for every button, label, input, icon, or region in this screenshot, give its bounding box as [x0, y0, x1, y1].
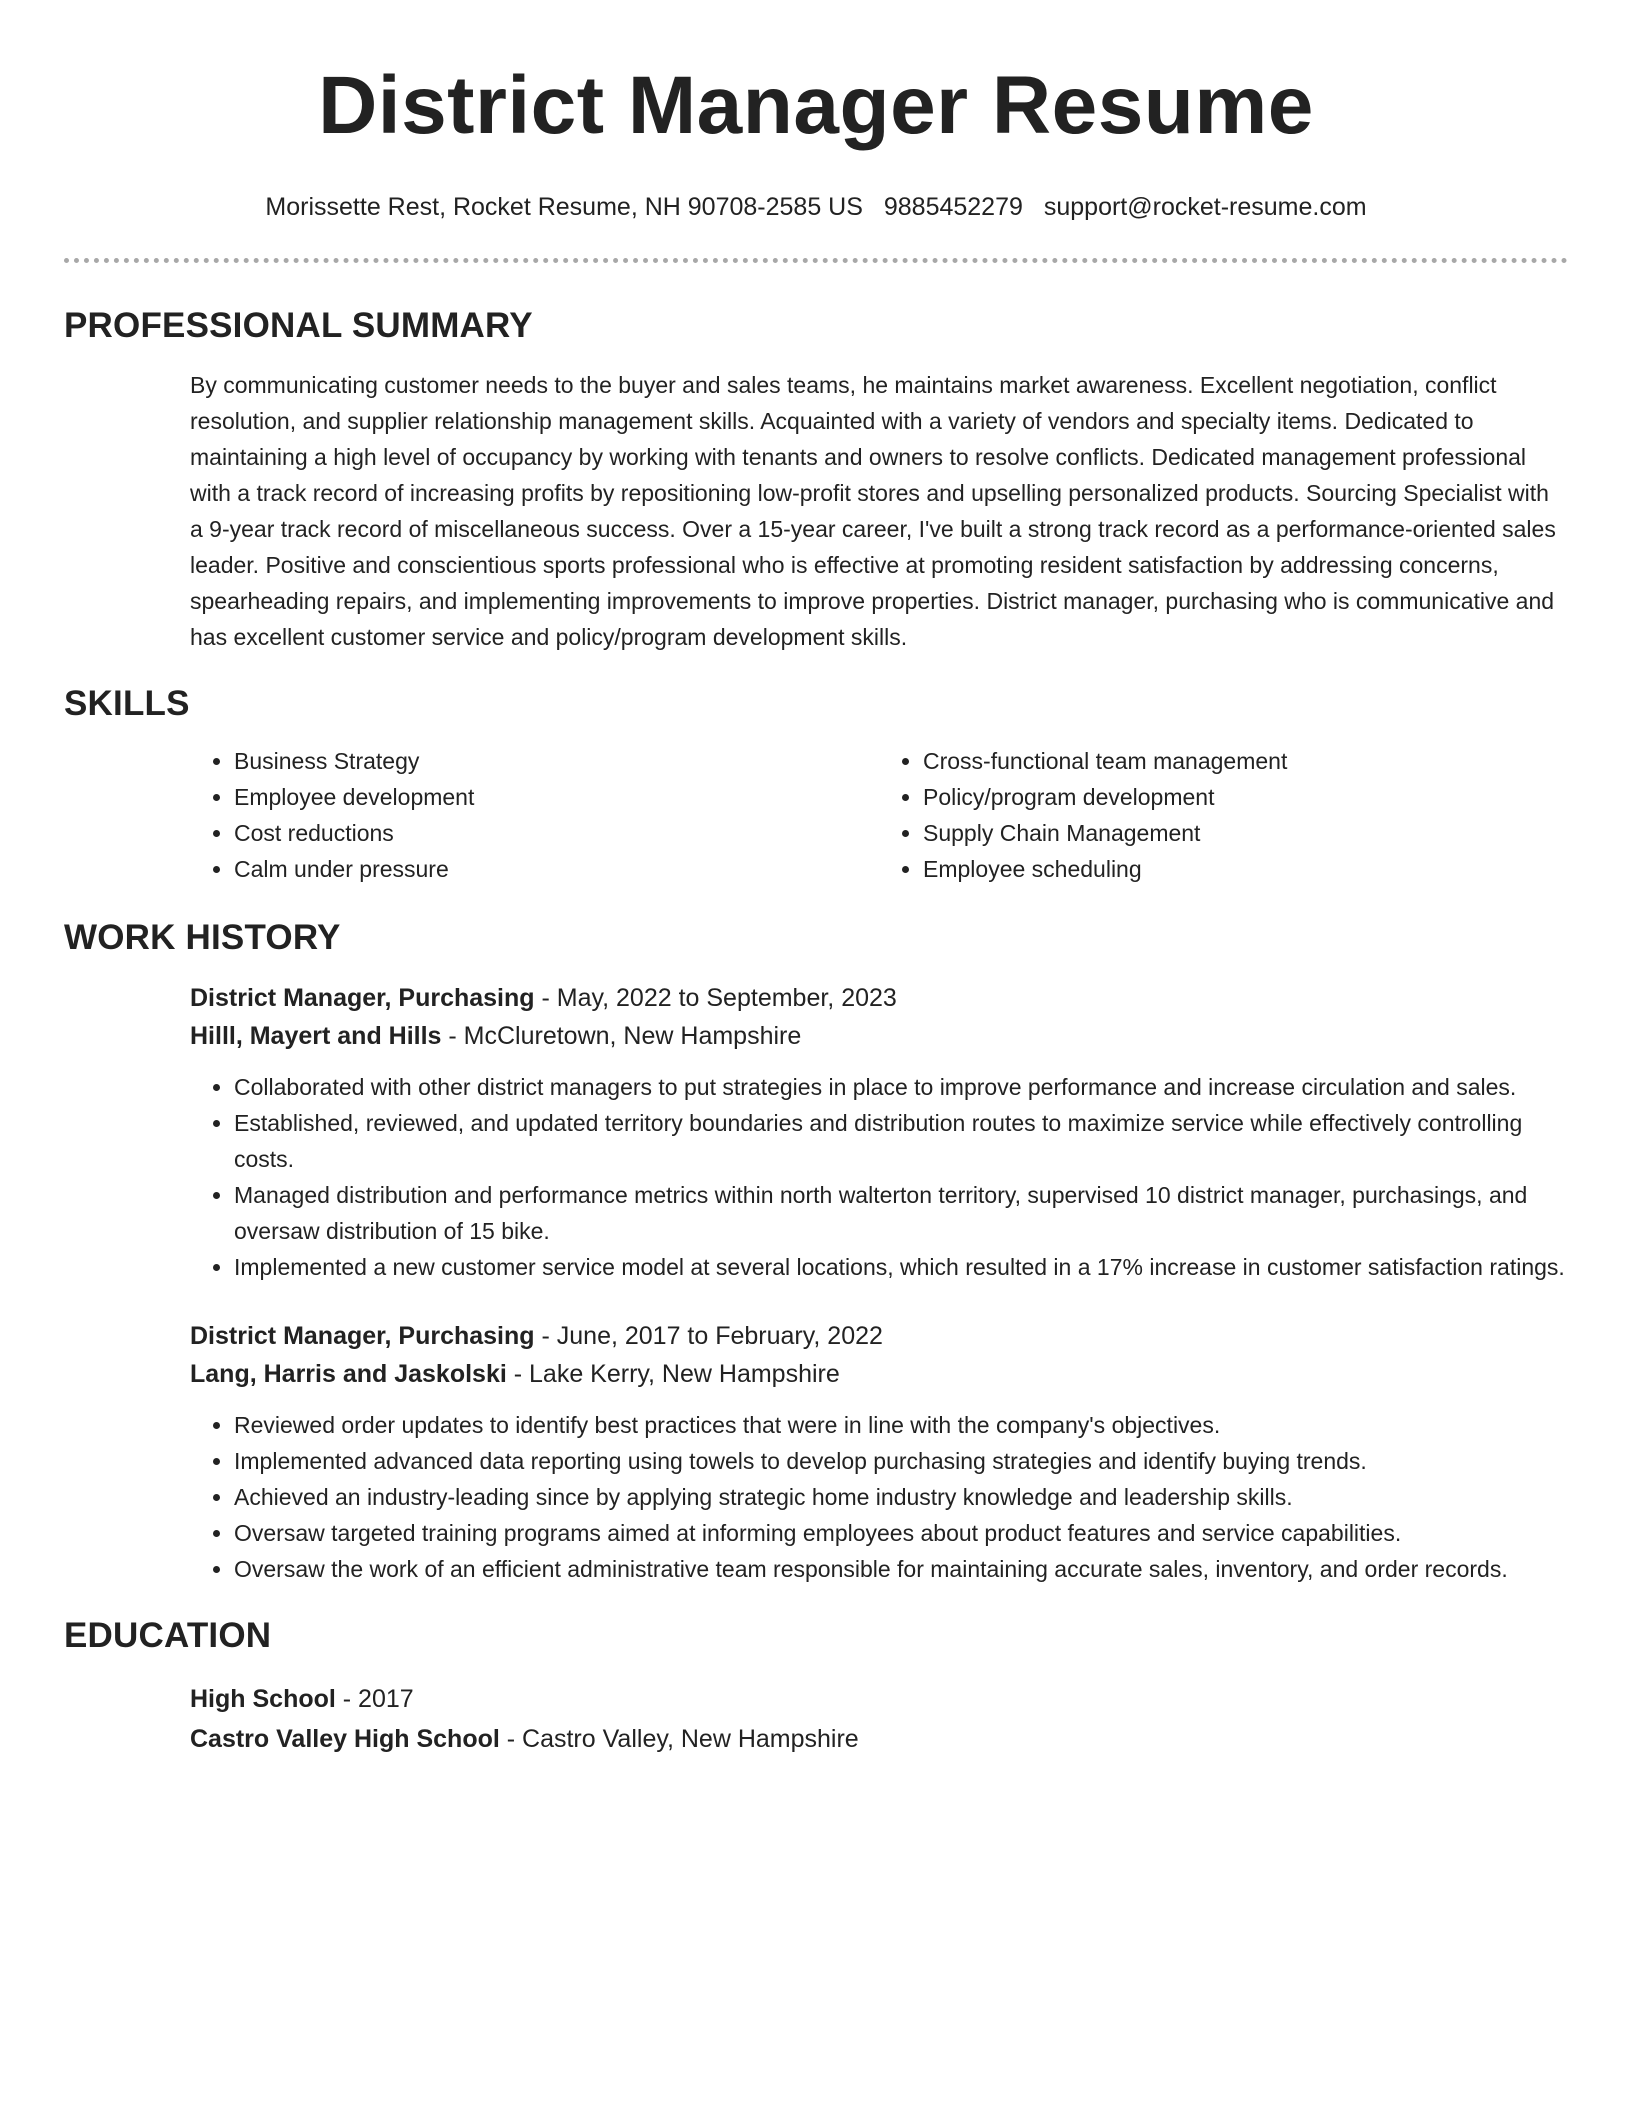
contact-line — [0, 192, 1632, 222]
job-bullet: • Established, reviewed, and updated territory boundaries and distribution routes to maximize service while effectively controlling costs. — [234, 1105, 1568, 1177]
summary-heading: PROFESSIONAL SUMMARY — [64, 306, 533, 345]
contact-address: Morissette Rest, Rocket Resume, NH 90708-2585 US — [265, 193, 863, 221]
job-bullet: • Managed distribution and performance metrics within north walterton territory, supervised 10 district manager, purchasings, and oversaw distribution of 15 bike. — [234, 1177, 1568, 1249]
education-year: - 2017 — [335, 1685, 414, 1713]
job-bullet: • Implemented advanced data reporting using towels to develop purchasing strategies and identify buying trends. — [234, 1443, 1568, 1479]
education-school-line — [190, 1719, 1568, 1759]
job-bullet: • Implemented a new customer service model at several locations, which resulted in a 17% increase in customer satisfaction ratings. — [234, 1249, 1568, 1285]
skill-item: • Cross-functional team management — [923, 743, 1568, 779]
education-heading: EDUCATION — [64, 1616, 272, 1655]
job-company-line — [190, 1355, 1568, 1393]
resume-title: District Manager Resume — [318, 60, 1314, 151]
header-divider — [64, 258, 1568, 263]
job-bullet: • Achieved an industry-leading since by applying strategic home industry knowledge and leadership skills. — [234, 1479, 1568, 1515]
job-location: - Lake Kerry, New Hampshire — [506, 1360, 840, 1388]
contact-phone: 9885452279 — [883, 193, 1023, 221]
job-company: Lang, Harris and Jaskolski — [190, 1360, 507, 1388]
job-role: District Manager, Purchasing — [190, 1322, 535, 1350]
job-entry — [190, 979, 1568, 1285]
education-school: Castro Valley High School — [190, 1725, 500, 1753]
job-role-line — [190, 979, 1568, 1017]
skill-item: • Calm under pressure — [234, 851, 879, 887]
skill-item: • Cost reductions — [234, 815, 879, 851]
job-dates: - May, 2022 to September, 2023 — [534, 984, 897, 1012]
job-bullets — [190, 1069, 1568, 1285]
summary-text: By communicating customer needs to the buyer and sales teams, he maintains market awareness. Excellent negotiation, conflict resolution, and supplier relationship management skills. Acquainted with a variety of vendors and specialty items. Dedicated to maintaining a high level of occupancy by working with tenants and owners to resolve conflicts. Dedicated management professional with a track record of increasing profits by repositioning low-profit stores and upselling personalized products. Sourcing Specialist with a 9-year track record of miscellaneous success. Over a 15-year career, I've built a strong track record as a performance-oriented sales leader. Positive and conscientious sports professional who is effective at promoting resident satisfaction by addressing concerns, spearheading repairs, and implementing improvements to improve properties. District manager, purchasing who is communicative and has excellent customer service and policy/program development skills. — [190, 372, 1556, 650]
job-dates: - June, 2017 to February, 2022 — [534, 1322, 883, 1350]
job-bullet: • Oversaw targeted training programs aimed at informing employees about product features and service capabilities. — [234, 1515, 1568, 1551]
job-bullets — [190, 1407, 1568, 1587]
skills-list — [190, 743, 1568, 887]
education-degree: High School — [190, 1685, 336, 1713]
job-location: - McCluretown, New Hampshire — [441, 1022, 802, 1050]
job-entry — [190, 1317, 1568, 1587]
job-company: Hilll, Mayert and Hills — [190, 1022, 442, 1050]
education-degree-line — [190, 1679, 1568, 1719]
skill-item: • Business Strategy — [234, 743, 879, 779]
work-heading: WORK HISTORY — [64, 918, 341, 957]
job-bullet: • Oversaw the work of an efficient administrative team responsible for maintaining accurate sales, inventory, and order records. — [234, 1551, 1568, 1587]
contact-email: support@rocket-resume.com — [1043, 193, 1367, 221]
skill-item: • Employee development — [234, 779, 879, 815]
job-bullet: • Collaborated with other district managers to put strategies in place to improve performance and increase circulation and sales. — [234, 1069, 1568, 1105]
skills-column-right — [879, 743, 1568, 887]
skills-heading: SKILLS — [64, 684, 190, 723]
job-role-line — [190, 1317, 1568, 1355]
education-location: - Castro Valley, New Hampshire — [499, 1725, 859, 1753]
skill-item: • Policy/program development — [923, 779, 1568, 815]
job-company-line — [190, 1017, 1568, 1055]
skill-item: • Supply Chain Management — [923, 815, 1568, 851]
skill-item: • Employee scheduling — [923, 851, 1568, 887]
education-entry — [190, 1679, 1568, 1759]
skills-column-left — [190, 743, 879, 887]
job-bullet: • Reviewed order updates to identify best practices that were in line with the company's objectives. — [234, 1407, 1568, 1443]
job-role: District Manager, Purchasing — [190, 984, 535, 1012]
